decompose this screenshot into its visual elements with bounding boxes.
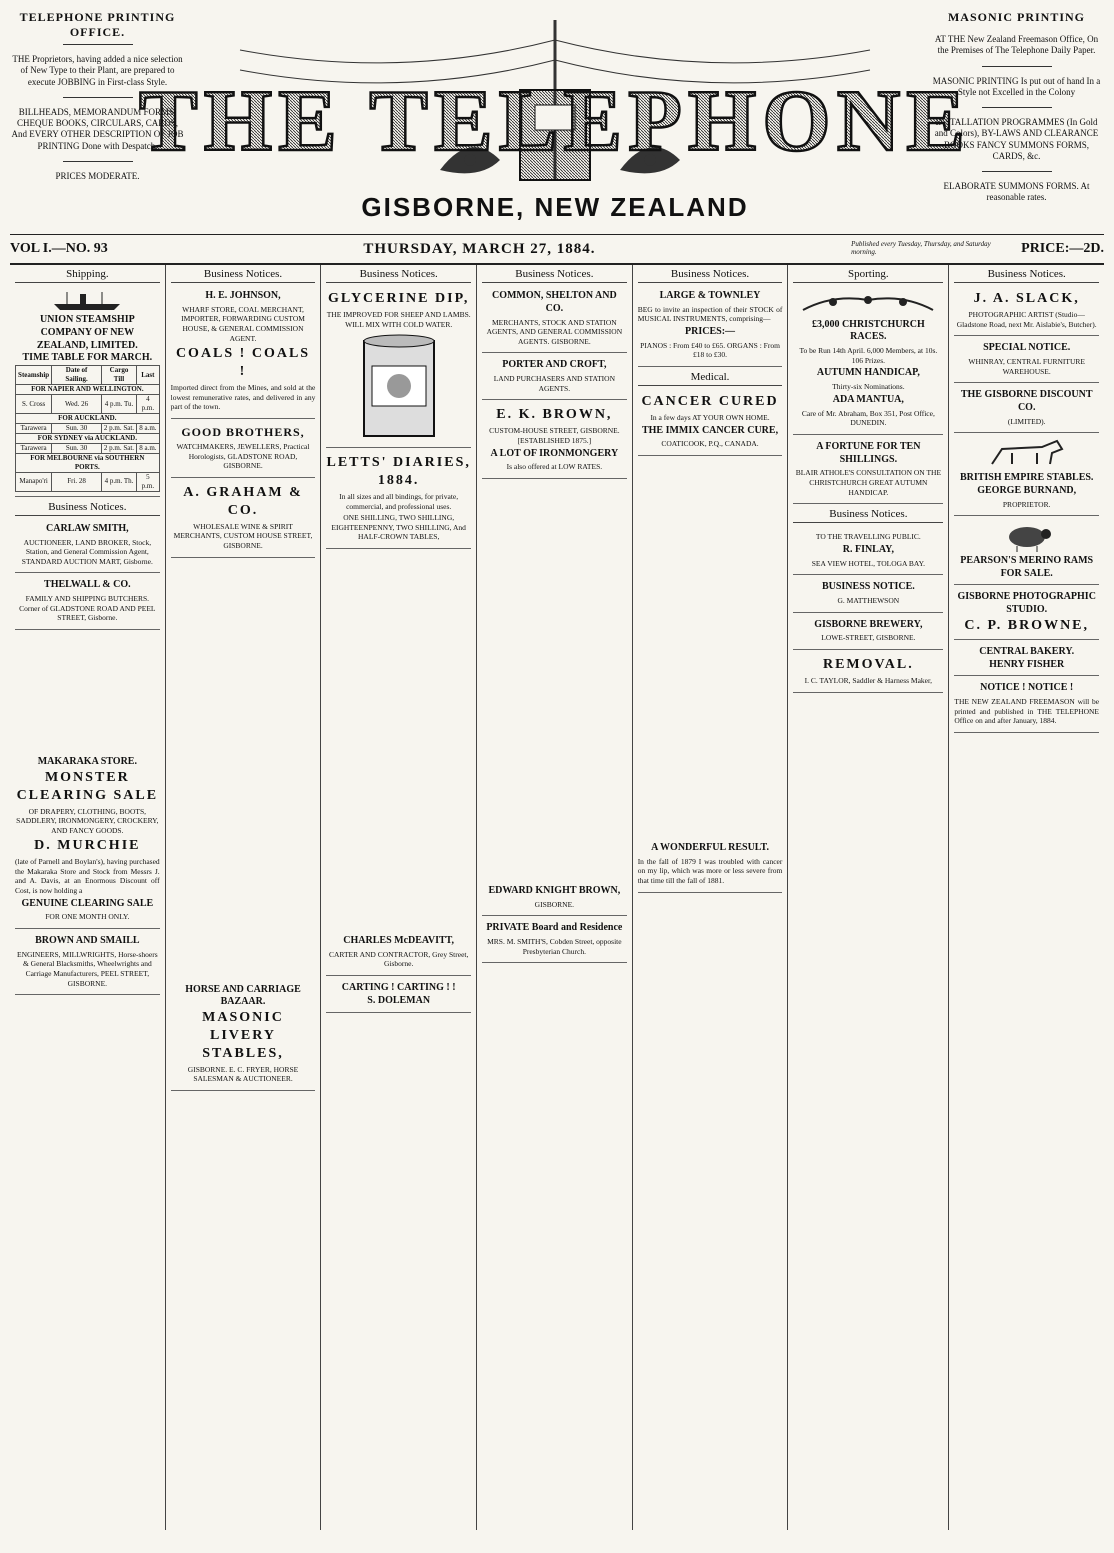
ad-body: WHOLESALE WINE & SPIRIT MERCHANTS, CUSTOM HOUSE STREET, GISBORNE. — [173, 521, 313, 550]
ad-body: CARTER AND CONTRACTOR, Grey Street, Gisborne. — [328, 949, 469, 969]
ad-notice — [954, 679, 1099, 733]
ad-title: BRITISH EMPIRE STABLES. — [959, 471, 1094, 483]
ad-body: BEG to invite an inspection of their STOCK of MUSICAL INSTRUMENTS, comprising— — [637, 304, 783, 324]
table-row — [16, 472, 160, 491]
ad-body: GISBORNE. E. C. FRYER, HORSE SALESMAN & AUCTIONEER. — [187, 1064, 299, 1084]
ad-body: ENGINEERS, MILLWRIGHTS, Horse-shoers & General Blacksmiths, Wheelwrights and Carriage Manufacturers, PEEL STREET, GISBORNE. — [16, 949, 158, 988]
table-cell: 4 p.m. — [137, 395, 160, 414]
ad-body: THE IMPROVED FOR SHEEP AND LAMBS. WILL MIX WITH COLD WATER. — [326, 309, 471, 329]
ad-title: GOOD BROTHERS, — [181, 424, 305, 439]
ad-title: HORSE AND CARRIAGE BAZAAR. — [185, 983, 301, 1008]
table-row: FOR MELBOURNE via SOUTHERN PORTS. — [16, 453, 160, 472]
ad-body: MRS. M. SMITH'S, Cobden Street, opposite Presbyterian Church. — [487, 937, 622, 956]
column-4 — [477, 265, 633, 1530]
masonic-printing-items: INSTALLATION PROGRAMMES (In Gold and Colors), BY-LAWS AND CLEARANCE BOOKS FANCY SUMMONS FORMS, CARDS, &c. — [934, 117, 1099, 161]
ad-body: Thirty-six Nominations. — [832, 382, 905, 392]
ad-headline: COALS ! COALS ! — [175, 346, 311, 380]
table-cell: 4 p.m. Tu. — [101, 395, 136, 414]
shipping-timetable — [15, 365, 160, 491]
table-cell: S. Cross — [16, 395, 52, 414]
ad-blair-athole — [793, 438, 943, 504]
ad-central-bakery — [954, 643, 1099, 677]
printing-office-items: BILLHEADS, MEMORANDUM FORMS, CHEQUE BOOKS, CIRCULARS, CARDS, And EVERY OTHER DESCRIPTION OF JOB PRINTING Done with Despatch. — [11, 106, 184, 151]
table-cell: Wed. 26 — [52, 395, 102, 414]
ad-body: In a few days AT YOUR OWN HOME. — [650, 413, 770, 423]
table-cell: 5 p.m. — [137, 472, 160, 491]
ad-body: MERCHANTS, STOCK AND STATION AGENTS, AND GENERAL COMMISSION AGENTS. GISBORNE. — [486, 317, 623, 346]
table-cell: 2 p.m. Sat. — [101, 423, 136, 433]
section-heading: Business Notices. — [793, 507, 943, 523]
column-heading: Business Notices. — [954, 267, 1099, 283]
ad-body: LAND PURCHASERS AND STATION AGENTS. — [493, 374, 615, 393]
table-row — [16, 443, 160, 453]
ad-title: CARLAW SMITH, — [46, 522, 129, 534]
table-cell: Tarawera — [16, 423, 52, 433]
table-header: Steamship — [16, 366, 52, 385]
table-cell: 2 p.m. Sat. — [101, 443, 136, 453]
ad-letts-diaries — [326, 451, 471, 549]
ad-doleman — [326, 979, 471, 1013]
ad-body: COATICOOK, P.Q., CANADA. — [661, 439, 759, 449]
ad-body: (late of Parnell and Boylan's), having purchased the Makaraka Store and Stock from Messrs J. and A. Davis, at an Enormous Discount off Cost, is now holding a — [15, 857, 160, 895]
table-row: FOR NAPIER AND WELLINGTON. — [16, 385, 160, 395]
column-heading: Business Notices. — [638, 267, 783, 283]
table-row — [16, 423, 160, 433]
ad-title: CARTING ! CARTING ! ! — [341, 981, 456, 993]
ad-matthewson — [793, 578, 943, 612]
ad-body: SEA VIEW HOTEL, TOLOGA BAY. — [811, 558, 925, 568]
issue-date: THURSDAY, MARCH 27, 1884. — [363, 240, 596, 257]
ad-title: LETTS' DIARIES, 1884. — [326, 455, 471, 489]
masonic-printing-body: AT THE New Zealand Freemason Office, On the Premises of The Telephone Daily Paper. — [934, 34, 1099, 56]
column-heading: Business Notices. — [326, 267, 471, 283]
ad-title: CENTRAL BAKERY. — [979, 645, 1075, 657]
ad-body: WHARF STORE, COAL MERCHANT, IMPORTER, FORWARDING CUSTOM HOUSE, & GENERAL COMMISSION AGENT. — [181, 304, 305, 343]
ad-headline: AUTUMN HANDICAP, — [816, 367, 920, 379]
ad-headline: GEORGE BURNAND, — [977, 484, 1077, 496]
ad-title: CHARLES McDEAVITT, — [343, 934, 455, 946]
ad-body: THE NEW ZEALAND FREEMASON will be printed and published in THE TELEPHONE Office on and after January, 1884. — [954, 697, 1100, 726]
ad-title: THE GISBORNE DISCOUNT CO. — [960, 389, 1093, 413]
section-heading: Medical. — [638, 370, 783, 386]
table-cell: 8 a.m. — [137, 423, 160, 433]
ad-title: NOTICE ! NOTICE ! — [980, 682, 1074, 694]
ad-ek-brown — [482, 403, 627, 478]
ad-whinray — [954, 339, 1099, 383]
ad-johnson — [171, 287, 316, 419]
ad-title: EDWARD KNIGHT BROWN, — [488, 884, 621, 896]
ad-carlaw-smith — [15, 520, 160, 574]
ad-large-townley — [638, 287, 783, 367]
ad-title: BUSINESS NOTICE. — [821, 581, 915, 593]
ad-title: LARGE & TOWNLEY — [659, 290, 761, 302]
ad-headline: GENUINE CLEARING SALE — [21, 897, 154, 909]
ad-headline: D. MURCHIE — [34, 838, 141, 854]
ad-title: A WONDERFUL RESULT. — [651, 842, 769, 854]
ad-headline: ADA MANTUA, — [832, 393, 904, 405]
ad-discount-co — [954, 386, 1099, 433]
table-row — [16, 395, 160, 414]
ad-title: GISBORNE PHOTOGRAPHIC STUDIO. — [957, 591, 1096, 616]
columns — [10, 265, 1104, 1530]
table-header: Date of Sailing. — [52, 366, 102, 385]
price: PRICE:—2D. — [1021, 241, 1104, 256]
ad-title: REMOVAL. — [822, 657, 914, 673]
ad-headline: HENRY FISHER — [989, 658, 1065, 670]
ad-title: SPECIAL NOTICE. — [983, 342, 1071, 354]
ad-gisborne-brewery — [793, 616, 943, 650]
ad-body: AUCTIONEER, LAND BROKER, Stock, Station, and General Commission Agent, STANDARD AUCTION MART, Gisborne. — [21, 537, 153, 566]
nameplate-title: THE TELEPHONE — [139, 73, 971, 170]
ad-body: PROPRIETOR. — [1002, 499, 1051, 509]
ad-body: TO THE TRAVELLING PUBLIC. — [815, 532, 921, 542]
steamship-icon — [52, 290, 122, 312]
table-cell: Sun. 30 — [52, 443, 102, 453]
ad-body: PIANOS : From £40 to £65. ORGANS : From £18 to £30. — [640, 340, 780, 360]
ad-body: (LIMITED). — [1007, 416, 1046, 426]
dateline — [10, 235, 1104, 265]
ad-body: Care of Mr. Abraham, Box 351, Post Office, DUNEDIN. — [801, 408, 935, 428]
ad-title: £3,000 CHRISTCHURCH RACES. — [811, 318, 925, 343]
ad-title: GLYCERINE DIP, — [328, 291, 470, 307]
table-cell: Sun. 30 — [52, 423, 102, 433]
column-heading: Shipping. — [15, 267, 160, 283]
ad-photographic-studio — [954, 588, 1099, 640]
column-heading: Business Notices. — [482, 267, 627, 283]
ad-title: PEARSON'S MERINO RAMS FOR SALE. — [960, 554, 1094, 579]
ad-british-empire-stables — [954, 436, 1099, 516]
ad-headline: MONSTER CLEARING SALE — [16, 769, 159, 803]
ad-merino-rams — [954, 519, 1099, 585]
ad-title: E. K. BROWN, — [496, 407, 613, 423]
masonic-printing-footer: ELABORATE SUMMONS FORMS. At reasonable rates. — [943, 181, 1090, 203]
ad-body: In the fall of 1879 I was troubled with cancer on my lip, which was more or less severe from that time till the fall of 1881. — [637, 856, 783, 885]
printing-office-body: THE Proprietors, having added a nice selection of New Type to their Plant, are prepared to execute JOBBING in First-class Style. — [12, 54, 183, 87]
table-cell: Fri. 28 — [52, 472, 102, 491]
ad-title: THELWALL & CO. — [44, 579, 131, 591]
ad-title: H. E. JOHNSON, — [205, 290, 281, 302]
ad-body: BLAIR ATHOLE'S CONSULTATION ON THE CHRISTCHURCH GREAT AUTUMN HANDICAP. — [795, 468, 942, 497]
masonic-printing-line2: MASONIC PRINTING Is put out of hand In a Style not Excelled in the Colony — [932, 75, 1101, 97]
publication-schedule: Published every Tuesday, Thursday, and Saturday morning. — [851, 240, 991, 256]
ad-title: BROWN AND SMAILL — [35, 934, 140, 946]
ad-headline: THE IMMIX CANCER CURE, — [641, 424, 779, 436]
ad-title: GISBORNE BREWERY, — [814, 618, 923, 630]
table-row: FOR AUCKLAND. — [16, 414, 160, 424]
racehorse-icon — [793, 290, 943, 316]
ad-thelwall — [15, 576, 160, 630]
ad-common-shelton — [482, 287, 627, 353]
ad-body: FAMILY AND SHIPPING BUTCHERS. Corner of GLADSTONE ROAD AND PEEL STREET, Gisborne. — [19, 594, 156, 623]
ad-body: I. C. TAYLOR, Saddler & Harness Maker, — [804, 675, 933, 685]
ad-livery-stables — [171, 981, 316, 1092]
table-row: FOR SYDNEY via AUCKLAND. — [16, 433, 160, 443]
ad-body: FOR ONE MONTH ONLY. — [45, 912, 130, 922]
ad-body: CUSTOM-HOUSE STREET, GISBORNE. [ESTABLISHED 1875.] — [489, 426, 620, 445]
ad-removal — [793, 653, 943, 693]
printing-office-prices: PRICES MODERATE. — [55, 170, 140, 181]
ad-title: PORTER AND CROFT, — [502, 359, 607, 371]
section-heading: Business Notices. — [15, 500, 160, 516]
printing-office-title: TELEPHONE PRINTING OFFICE. — [19, 10, 176, 39]
glycerine-tin-icon — [354, 331, 444, 441]
ad-christchurch-races — [793, 287, 943, 435]
ad-body: WHINRAY, CENTRAL FURNITURE WAREHOUSE. — [968, 356, 1085, 376]
ad-glycerine-dip — [326, 287, 471, 448]
ad-slack — [954, 287, 1099, 336]
column-2 — [166, 265, 322, 1530]
ad-title: R. FINLAY, — [842, 543, 894, 555]
masthead — [10, 10, 1104, 235]
ad-private-board — [482, 919, 627, 963]
ad-body: GISBORNE. — [534, 899, 575, 909]
ad-body: Imported direct from the Mines, and sold at the lowest remunerative rates, and delivered in any part of the town. — [170, 383, 316, 412]
ad-title: COMMON, SHELTON AND CO. — [491, 290, 617, 314]
column-heading: Sporting. — [793, 267, 943, 283]
column-3 — [321, 265, 477, 1530]
ad-body: ONE SHILLING, TWO SHILLING, EIGHTEENPENNY, TWO SHILLING, And HALF-CROWN TABLES, — [331, 513, 466, 542]
ad-body: To be Run 14th April. 6,000 Members, at 10s. 106 Prizes. — [799, 346, 938, 365]
ad-good-brothers — [171, 422, 316, 478]
column-1 — [10, 265, 166, 1530]
ad-title: A. GRAHAM & CO. — [183, 484, 303, 518]
ad-body: OF DRAPERY, CLOTHING, BOOTS, SADDLERY, IRONMONGERY, CROCKERY, AND FANCY GOODS. — [16, 806, 159, 835]
ad-union-steamship — [15, 287, 160, 497]
column-6 — [788, 265, 949, 1530]
ad-headline: S. DOLEMAN — [367, 994, 431, 1006]
column-5 — [633, 265, 789, 1530]
ad-headline: C. P. BROWNE, — [964, 617, 1090, 633]
ad-body: LOWE-STREET, GISBORNE. — [821, 633, 916, 643]
table-header: Last — [137, 366, 160, 385]
masonic-printing-box — [929, 10, 1104, 213]
ad-graham — [171, 481, 316, 558]
column-7 — [949, 265, 1104, 1530]
ad-title: J. A. SLACK, — [973, 291, 1080, 307]
ad-body: Is also offered at LOW RATES. — [506, 462, 603, 472]
table-cell: 4 p.m. Th. — [101, 472, 136, 491]
ad-cancer-cured — [638, 390, 783, 456]
ad-mcdeavitt — [326, 932, 471, 976]
ad-makaraka — [15, 753, 160, 929]
ad-body: WATCHMAKERS, JEWELLERS, Practical Horologists, GLADSTONE ROAD, GISBORNE. — [176, 442, 310, 471]
ad-title: UNION STEAMSHIP COMPANY OF NEW ZEALAND, LIMITED. — [36, 314, 138, 351]
ad-porter-croft — [482, 356, 627, 400]
ad-title: PRIVATE Board and Residence — [486, 922, 623, 934]
ad-title: MAKARAKA STORE. — [37, 755, 137, 767]
ad-body: G. MATTHEWSON — [837, 596, 900, 606]
table-cell: Tarawera — [16, 443, 52, 453]
table-header: Cargo Till — [101, 366, 136, 385]
newspaper-page — [10, 10, 1104, 1533]
volume-number: VOL I.—NO. 93 — [10, 241, 108, 256]
ad-title: A FORTUNE FOR TEN SHILLINGS. — [816, 440, 921, 465]
ad-subtitle: TIME TABLE FOR MARCH. — [22, 352, 153, 364]
column-heading: Business Notices. — [171, 267, 316, 283]
ad-body: In all sizes and all bindings, for private, commercial, and professional uses. — [339, 491, 459, 511]
ad-headline: A LOT OF IRONMONGERY — [490, 447, 619, 459]
ad-brown-smaill — [15, 932, 160, 995]
sheep-icon — [1002, 522, 1052, 552]
ad-wonderful-result — [638, 839, 783, 893]
ad-finlay — [793, 527, 943, 575]
horse-icon — [982, 439, 1072, 469]
table-cell: 8 a.m. — [137, 443, 160, 453]
ad-title: CANCER CURED — [641, 394, 779, 410]
ad-headline: MASONIC LIVERY STABLES, — [202, 1010, 284, 1061]
table-cell: Manapo'ri — [16, 472, 52, 491]
ad-headline: PRICES:— — [685, 326, 736, 338]
ad-body: PHOTOGRAPHIC ARTIST (Studio—Gladstone Road, next Mr. Aislabie's, Butcher). — [956, 309, 1097, 329]
ad-edward-knight-brown — [482, 882, 627, 916]
masonic-printing-title: MASONIC PRINTING — [947, 10, 1085, 24]
nameplate-subtitle: GISBORNE, NEW ZEALAND — [361, 192, 749, 222]
